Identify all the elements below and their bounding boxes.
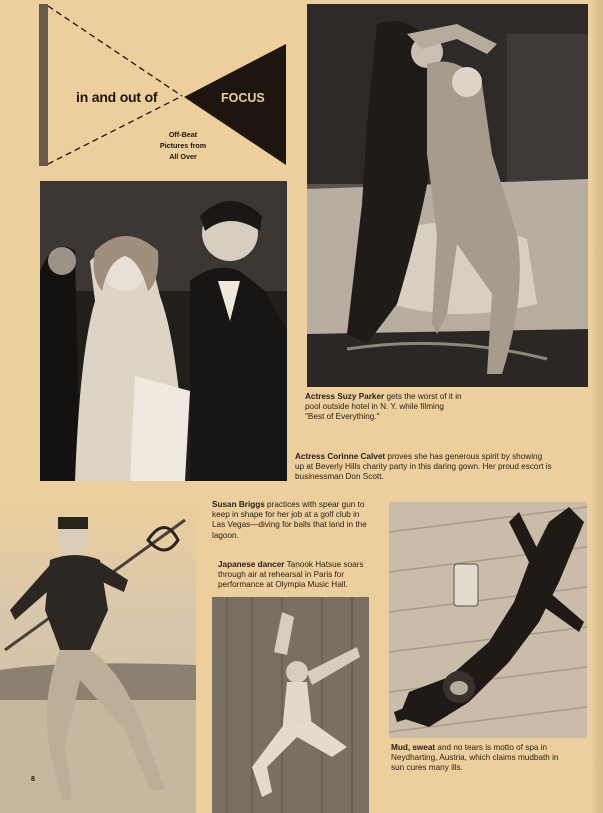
caption-lead: Mud, sweat bbox=[391, 743, 436, 752]
caption-japanese-dancer bbox=[218, 560, 370, 591]
photo-japanese-dancer bbox=[212, 597, 369, 813]
photo-mud-bath bbox=[389, 502, 587, 738]
caption-lead: Actress Suzy Parker bbox=[305, 392, 385, 401]
caption-lead: Actress Corinne Calvet bbox=[295, 452, 386, 461]
caption-text: practices with spear gun to keep in shape for her job at a golf club in Las Vegas—diving for balls that land in the lagoon. bbox=[212, 500, 367, 540]
section-subtitle bbox=[152, 129, 214, 162]
photo-suzy-parker-fountain bbox=[307, 4, 588, 387]
caption-suzy-parker bbox=[305, 392, 465, 423]
caption-text: proves she has generous spirit by showing up at Beverly Hills charity party in this daring gown. Her proud escort is businessman Don Scott. bbox=[295, 452, 552, 482]
subtitle-line: Pictures from bbox=[159, 141, 207, 150]
subtitle-line: All Over bbox=[169, 152, 197, 161]
caption-lead: Japanese dancer bbox=[218, 560, 285, 569]
photo-susan-briggs bbox=[0, 500, 196, 813]
section-title-left: in and out of bbox=[76, 89, 158, 105]
section-title-right: FOCUS bbox=[221, 91, 265, 105]
scan-edge bbox=[593, 0, 603, 813]
page-number: 8 bbox=[31, 776, 35, 783]
subtitle-line: Off-Beat bbox=[168, 130, 198, 139]
caption-susan-briggs bbox=[212, 500, 372, 541]
caption-text: and no tears is motto of spa in Neydharting, Austria, which claims mudbath in sun cures many ills. bbox=[391, 743, 559, 773]
photo-corinne-calvet bbox=[40, 181, 287, 481]
caption-text: gets the worst of it in pool outside hotel in N. Y. while filming "Best of Everything." bbox=[305, 392, 462, 422]
caption-corinne-calvet bbox=[295, 452, 552, 483]
caption-lead: Susan Briggs bbox=[212, 500, 265, 509]
caption-text: Tanook Hatsue soars through air at rehearsal in Paris for performance at Olympia Music Hall. bbox=[218, 560, 364, 590]
caption-mud-bath bbox=[391, 743, 561, 774]
